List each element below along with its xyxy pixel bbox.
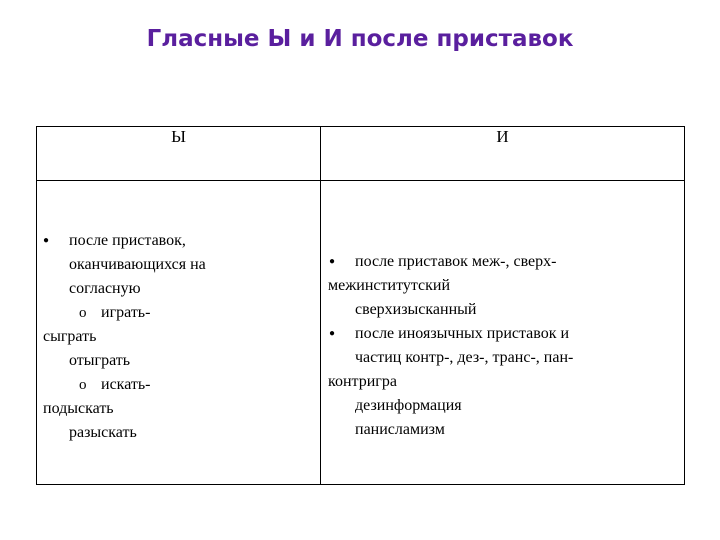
header-cell-i: И [321,127,685,181]
example-word: контригра [328,373,397,390]
rule-text-line: после иноязычных приставок и [355,325,570,342]
example-word: межинститутский [328,277,451,294]
rule-text-line: после приставок, [69,232,186,249]
example-word: отыграть [69,352,131,369]
right-rules-cell [321,181,685,485]
example-word: играть- [101,304,151,321]
bullet-icon: ● [329,256,336,267]
bullet-icon: ● [329,328,336,339]
rule-text-line: согласную [69,280,141,297]
sub-bullet-icon: o [79,305,87,321]
example-word: сверхизысканный [355,301,477,318]
example-word: подыскать [43,400,114,417]
example-word: искать- [101,376,151,393]
rule-text-line: оканчивающихся на [69,256,206,273]
example-word: панисламизм [355,421,445,438]
example-word: разыскать [69,424,137,441]
rules-table [36,126,685,485]
table-body-row [37,181,685,485]
rule-text-line: после приставок меж-, сверх- [355,253,557,270]
sub-bullet-icon: o [79,377,87,393]
rule-text-line: частиц контр-, дез-, транс-, пан- [355,349,574,366]
left-rules-cell [37,181,321,485]
example-word: сыграть [43,328,97,345]
bullet-icon: ● [43,235,50,246]
header-cell-y: Ы [37,127,321,181]
table-header-row [37,127,685,181]
slide-title: Гласные Ы и И после приставок [146,26,574,52]
example-word: дезинформация [355,397,462,414]
